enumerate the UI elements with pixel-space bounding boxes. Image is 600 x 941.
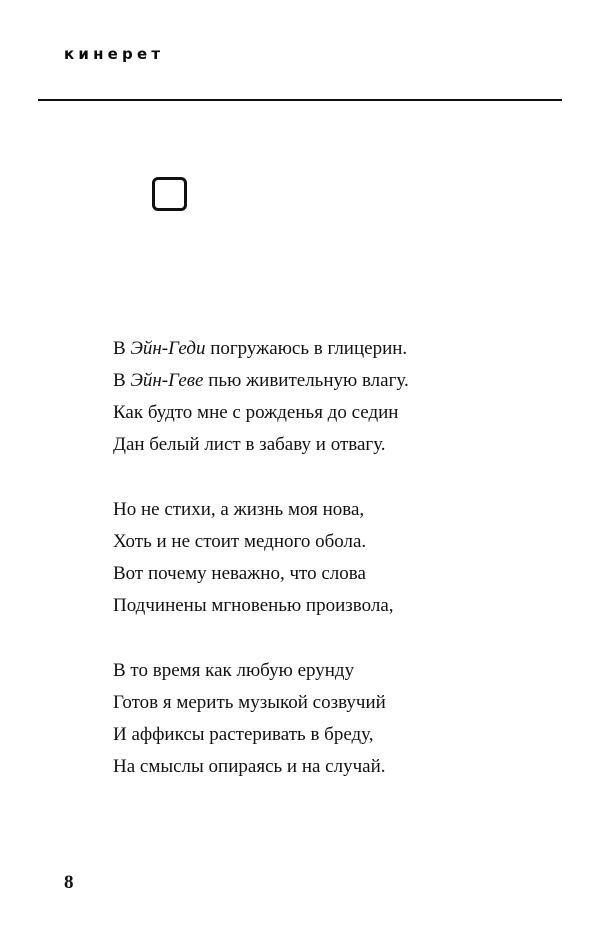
- poem-line: Готов я мерить музыкой созвучий: [113, 692, 386, 713]
- rounded-square-icon: [152, 177, 187, 211]
- line-prefix: В: [113, 338, 131, 359]
- poem-line: На смыслы опираясь и на случай.: [113, 756, 386, 777]
- poem-line: Но не стихи, а жизнь моя нова,: [113, 499, 365, 520]
- poem-line: Подчинены мгновенью произвола,: [113, 595, 394, 616]
- poem: [113, 333, 409, 816]
- poem-line: Вот почему неважно, что слова: [113, 563, 366, 584]
- place-name: Эйн-Геве: [130, 370, 204, 391]
- poem-line: В то время как любую ерунду: [113, 660, 355, 681]
- line-text: пью живительную влагу.: [203, 370, 409, 391]
- running-title: кинерет: [64, 45, 165, 63]
- poem-line: Как будто мне с рожденья до седин: [113, 402, 399, 423]
- header-rule: [38, 99, 562, 101]
- stanza-3: [113, 655, 409, 783]
- poem-line: [113, 365, 409, 397]
- poem-line: И аффиксы растеривать в бреду,: [113, 724, 374, 745]
- page-number: 8: [64, 872, 74, 893]
- line-prefix: В: [113, 370, 131, 391]
- line-text: погружаюсь в глицерин.: [205, 338, 408, 359]
- stanza-2: [113, 494, 409, 622]
- poem-line: [113, 333, 409, 365]
- poem-line: Дан белый лист в забаву и отвагу.: [113, 434, 386, 455]
- poem-line: Хоть и не стоит медного обола.: [113, 531, 367, 552]
- place-name: Эйн-Геди: [130, 338, 206, 359]
- stanza-1: [113, 333, 409, 461]
